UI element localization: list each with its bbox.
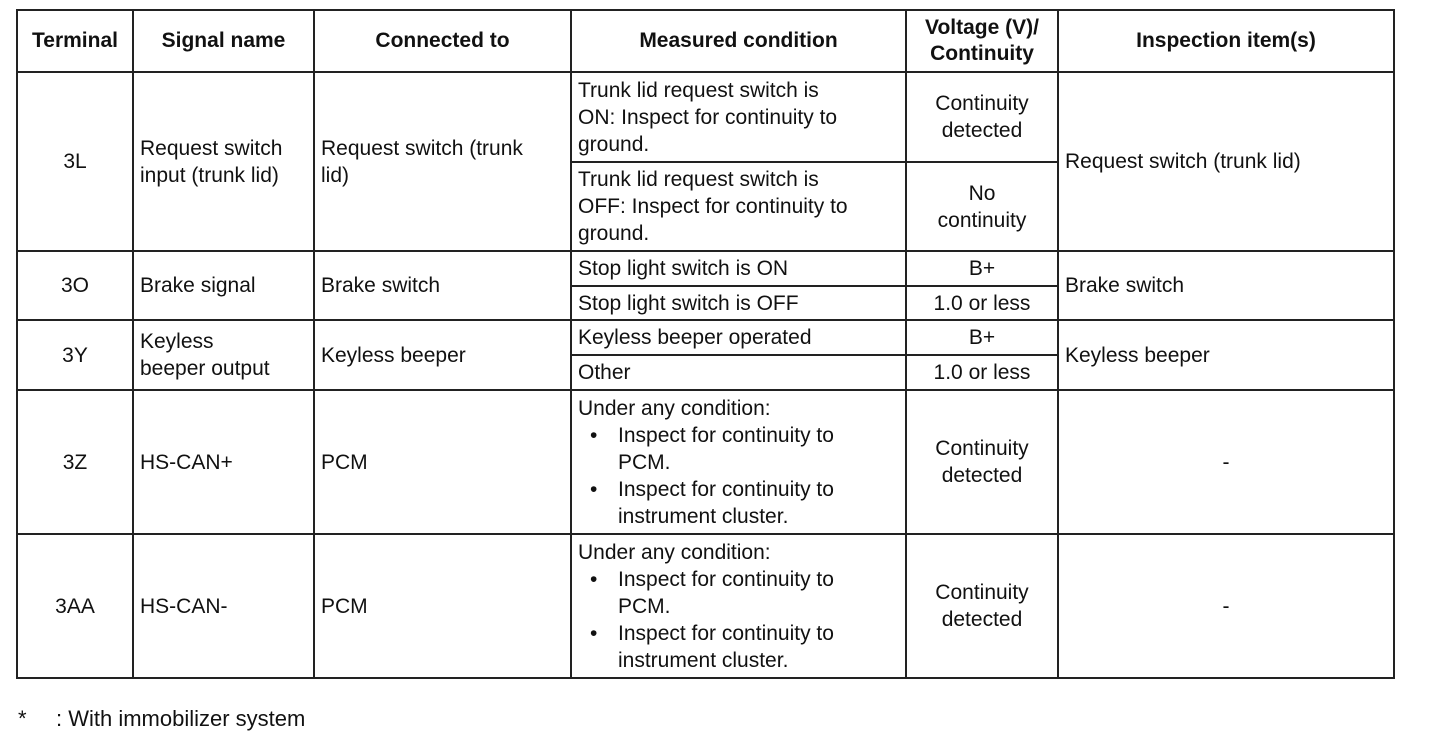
connected-to-cell: Brake switch <box>314 251 571 320</box>
bullet-line: instrument cluster. <box>618 504 789 528</box>
header-voltage-line2: Continuity <box>930 42 1034 65</box>
terminal-inspection-table <box>16 9 1395 679</box>
condition-line: ON: Inspect for continuity to <box>578 105 838 129</box>
header-measured-condition: Measured condition <box>571 10 906 72</box>
signal-name-cell <box>133 72 314 251</box>
condition-cell: Stop light switch is ON <box>571 251 906 286</box>
condition-cell: Keyless beeper operated <box>571 320 906 355</box>
value-cell <box>906 390 1058 534</box>
footnote <box>18 704 305 734</box>
value-line: Continuity <box>935 581 1029 604</box>
bullet-line: • Inspect for continuity to <box>618 621 834 645</box>
header-connected-to: Connected to <box>314 10 571 72</box>
inspection-cell: Brake switch <box>1058 251 1394 320</box>
table-row <box>17 72 1394 162</box>
condition-intro: Under any condition: <box>578 396 771 420</box>
condition-bullet <box>578 476 899 530</box>
value-line: detected <box>941 119 1023 142</box>
condition-line: Trunk lid request switch is <box>578 168 819 191</box>
value-cell <box>906 72 1058 162</box>
signal-name-cell <box>133 320 314 390</box>
condition-line: ground. <box>578 222 650 245</box>
condition-line: OFF: Inspect for continuity to <box>578 195 848 218</box>
value-cell: 1.0 or less <box>906 286 1058 320</box>
signal-line: Request switch <box>140 136 283 160</box>
bullet-line: • Inspect for continuity to <box>618 567 834 591</box>
condition-bullet <box>578 620 899 674</box>
value-cell <box>906 534 1058 678</box>
value-line: Continuity <box>935 92 1029 115</box>
condition-intro: Under any condition: <box>578 540 771 564</box>
signal-name-cell: HS-CAN+ <box>133 390 314 534</box>
condition-cell: Stop light switch is OFF <box>571 286 906 320</box>
condition-line: ground. <box>578 132 650 156</box>
table-row <box>17 251 1394 286</box>
footnote-symbol: * <box>18 706 27 731</box>
condition-bullet-list <box>578 566 899 674</box>
value-cell: 1.0 or less <box>906 355 1058 390</box>
terminal-cell: 3O <box>17 251 133 320</box>
table-row <box>17 390 1394 534</box>
signal-name-cell: Brake signal <box>133 251 314 320</box>
connected-to-cell: Keyless beeper <box>314 320 571 390</box>
condition-cell <box>571 162 906 251</box>
header-voltage-continuity <box>906 10 1058 72</box>
bullet-line: PCM. <box>618 594 671 618</box>
condition-cell: Other <box>571 355 906 390</box>
connected-line: lid) <box>321 163 350 187</box>
terminal-cell: 3AA <box>17 534 133 678</box>
connected-to-cell <box>314 72 571 251</box>
header-voltage-line1: Voltage (V)/ <box>925 16 1039 39</box>
bullet-line: • Inspect for continuity to <box>618 477 834 501</box>
value-line: detected <box>941 608 1023 631</box>
signal-line: input (trunk lid) <box>140 163 279 187</box>
value-line: No <box>968 181 996 205</box>
table-row <box>17 320 1394 355</box>
condition-cell <box>571 534 906 678</box>
signal-line: beeper output <box>140 357 270 380</box>
condition-bullet-list <box>578 422 899 530</box>
bullet-line: PCM. <box>618 450 671 474</box>
value-cell: B+ <box>906 251 1058 286</box>
table-row <box>17 534 1394 678</box>
signal-name-cell: HS-CAN- <box>133 534 314 678</box>
connected-to-cell: PCM <box>314 390 571 534</box>
footnote-text: : With immobilizer system <box>56 706 306 731</box>
value-cell <box>906 162 1058 251</box>
header-terminal: Terminal <box>17 10 133 72</box>
header-signal-name: Signal name <box>133 10 314 72</box>
bullet-line: • Inspect for continuity to <box>618 423 834 447</box>
inspection-cell: - <box>1058 390 1394 534</box>
inspection-cell: Keyless beeper <box>1058 320 1394 390</box>
connected-to-cell: PCM <box>314 534 571 678</box>
condition-bullet <box>578 422 899 476</box>
bullet-line: instrument cluster. <box>618 648 789 672</box>
value-line: Continuity <box>935 437 1029 460</box>
condition-bullet <box>578 566 899 620</box>
condition-cell <box>571 72 906 162</box>
condition-line: Trunk lid request switch is <box>578 78 819 102</box>
inspection-cell: - <box>1058 534 1394 678</box>
signal-line: Keyless <box>140 330 214 353</box>
terminal-cell: 3Z <box>17 390 133 534</box>
header-row <box>17 10 1394 72</box>
terminal-cell: 3Y <box>17 320 133 390</box>
inspection-cell: Request switch (trunk lid) <box>1058 72 1394 251</box>
value-line: continuity <box>937 208 1027 232</box>
terminal-cell: 3L <box>17 72 133 251</box>
condition-cell <box>571 390 906 534</box>
connected-line: Request switch (trunk <box>321 136 523 160</box>
value-cell: B+ <box>906 320 1058 355</box>
header-inspection-items: Inspection item(s) <box>1058 10 1394 72</box>
value-line: detected <box>941 464 1023 487</box>
